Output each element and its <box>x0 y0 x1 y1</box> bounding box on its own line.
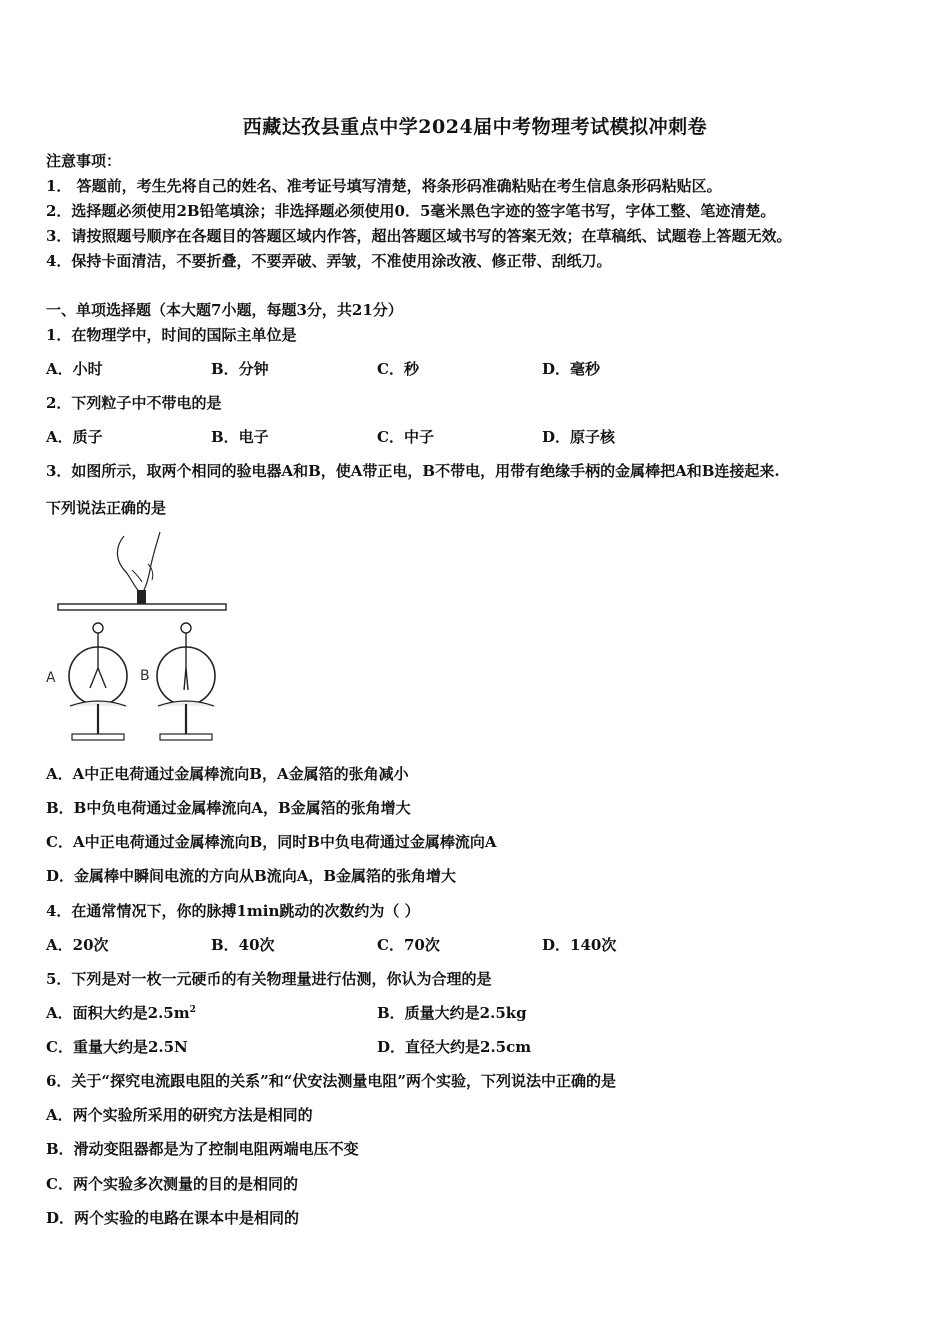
q2-stem: 2．下列粒子中不带电的是 <box>46 394 222 412</box>
notice-heading: 注意事项： <box>46 152 122 170</box>
section-heading: 一、单项选择题（本大题7小题，每题3分，共21分） <box>46 301 403 319</box>
q3-option-a: A．A中正电荷通过金属棒流向B，A金属箔的张角减小 <box>46 765 409 783</box>
q4-stem: 4．在通常情况下，你的脉搏1min跳动的次数约为（ ） <box>46 902 420 920</box>
q3-stem-line1: 3．如图所示，取两个相同的验电器A和B，使A带正电，B不带电，用带有绝缘手柄的金属棒把A和B连接起来. <box>46 462 780 480</box>
label-b: B <box>140 668 150 684</box>
q6-option-c: C．两个实验多次测量的目的是相同的 <box>46 1175 298 1193</box>
q1-option-c: C．秒 <box>377 360 419 378</box>
q6-option-b: B．滑动变阻器都是为了控制电阻两端电压不变 <box>46 1140 359 1158</box>
q2-option-c: C．中子 <box>377 428 434 446</box>
q1-option-a: A．小时 <box>46 360 103 378</box>
q4-option-d: D．140次 <box>542 936 617 954</box>
q6-option-a: A．两个实验所采用的研究方法是相同的 <box>46 1106 313 1124</box>
notice-item-3: 3．请按照题号顺序在各题目的答题区域内作答，超出答题区域书写的答案无效；在草稿纸、试题卷上答题无效。 <box>46 227 792 245</box>
notice-item-1: 1． 答题前，考生先将自己的姓名、准考证号填写清楚，将条形码准确粘贴在考生信息条形码粘贴区。 <box>46 177 722 195</box>
q5-option-d: D．直径大约是2.5cm <box>377 1038 532 1056</box>
q5-option-a-text: A．面积大约是2.5m <box>46 1004 190 1022</box>
q4-option-c: C．70次 <box>377 936 440 954</box>
q3-option-d: D．金属棒中瞬间电流的方向从B流向A，B金属箔的张角增大 <box>46 867 457 885</box>
notice-item-2: 2．选择题必须使用2B铅笔填涂；非选择题必须使用0．5毫米黑色字迹的签字笔书写，字体工整、笔迹清楚。 <box>46 202 776 220</box>
q6-option-d: D．两个实验的电路在课本中是相同的 <box>46 1209 300 1227</box>
q5-option-c: C．重量大约是2.5N <box>46 1038 188 1056</box>
q3-stem-line2: 下列说法正确的是 <box>46 499 167 517</box>
q1-stem: 1．在物理学中，时间的国际主单位是 <box>46 326 297 344</box>
page-title: 西藏达孜县重点中学2024届中考物理考试模拟冲刺卷 <box>242 116 708 138</box>
electroscope-diagram <box>46 528 232 748</box>
q4-option-a: A．20次 <box>46 936 109 954</box>
q3-option-c: C．A中正电荷通过金属棒流向B，同时B中负电荷通过金属棒流向A <box>46 833 497 851</box>
q2-option-a: A．质子 <box>46 428 103 446</box>
q3-option-b: B．B中负电荷通过金属棒流向A，B金属箔的张角增大 <box>46 799 411 817</box>
q5-option-b: B．质量大约是2.5kg <box>377 1004 527 1022</box>
q2-option-d: D．原子核 <box>542 428 616 446</box>
q5-option-a-sup: 2 <box>189 1005 196 1015</box>
q5-option-a <box>46 1003 196 1023</box>
electroscope-figure <box>46 528 232 748</box>
q5-stem: 5．下列是对一枚一元硬币的有关物理量进行估测，你认为合理的是 <box>46 970 492 988</box>
q6-stem: 6．关于“探究电流跟电阻的关系”和“伏安法测量电阻”两个实验，下列说法中正确的是 <box>46 1072 616 1090</box>
label-a: A <box>46 670 56 686</box>
q2-option-b: B．电子 <box>211 428 269 446</box>
notice-item-4: 4．保持卡面清洁，不要折叠，不要弄破、弄皱，不准使用涂改液、修正带、刮纸刀。 <box>46 252 612 270</box>
q4-option-b: B．40次 <box>211 936 275 954</box>
q1-option-d: D．毫秒 <box>542 360 601 378</box>
q1-option-b: B．分钟 <box>211 360 269 378</box>
